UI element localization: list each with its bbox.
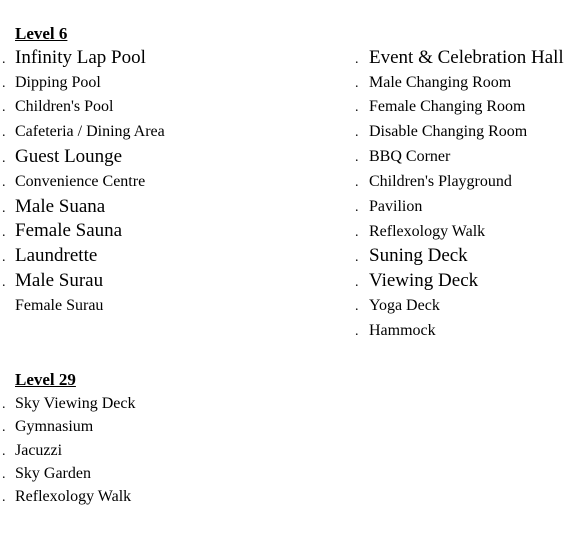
list-item-label: Guest Lounge — [15, 146, 123, 167]
bullet: . — [355, 324, 359, 339]
bullet: . — [355, 200, 359, 215]
bullet: . — [2, 100, 6, 115]
bullet: . — [355, 52, 359, 67]
list-item-label: Gymnasium — [15, 418, 94, 435]
list-item-label: Event & Celebration Hall — [369, 47, 564, 68]
bullet: . — [355, 250, 359, 265]
list-item-label: Children's Pool — [15, 98, 114, 115]
bullet: . — [355, 100, 359, 115]
list-item-label: Dipping Pool — [15, 74, 101, 91]
bullet: . — [355, 175, 359, 190]
bullet: . — [355, 76, 359, 91]
list-item-label: Infinity Lap Pool — [15, 47, 146, 68]
list-item-label: Children's Playground — [369, 173, 512, 190]
bullet: . — [2, 275, 6, 290]
bullet: . — [2, 76, 6, 91]
list-item-label: Jacuzzi — [15, 442, 63, 459]
bullet: . — [2, 444, 6, 459]
list-item-label: Hammock — [369, 322, 436, 339]
bullet: . — [2, 420, 6, 435]
bullet: . — [2, 151, 6, 166]
bullet: . — [2, 52, 6, 67]
list-item-label: Suning Deck — [369, 245, 468, 266]
level-6-heading: Level 6 — [15, 24, 68, 43]
level-29-heading: Level 29 — [15, 370, 76, 389]
bullet: . — [355, 125, 359, 140]
list-item-label: BBQ Corner — [369, 148, 451, 165]
bullet: . — [355, 275, 359, 290]
list-item-label: Reflexology Walk — [15, 488, 132, 505]
bullet: . — [2, 397, 6, 412]
bullet: . — [2, 175, 6, 190]
bullet: . — [2, 250, 6, 265]
list-item-label: Female Surau — [15, 297, 104, 314]
bullet: . — [2, 201, 6, 216]
bullet: . — [355, 150, 359, 165]
list-item-label: Disable Changing Room — [369, 123, 528, 140]
list-item-label: Female Changing Room — [369, 98, 526, 115]
bullet: . — [2, 125, 6, 140]
list-item-label: Pavilion — [369, 198, 423, 215]
list-item-label: Viewing Deck — [369, 270, 479, 291]
list-item-label: Sky Viewing Deck — [15, 395, 136, 412]
bullet: . — [2, 225, 6, 240]
list-item-label: Male Changing Room — [369, 74, 512, 91]
list-item-label: Cafeteria / Dining Area — [15, 123, 165, 140]
list-item-label: Male Surau — [15, 270, 104, 291]
list-item-label: Laundrette — [15, 245, 98, 266]
bullet: . — [355, 225, 359, 240]
bullet: . — [2, 490, 6, 505]
bullet: . — [2, 467, 6, 482]
list-item-label: Yoga Deck — [369, 297, 440, 314]
list-item-label: Reflexology Walk — [369, 223, 486, 240]
list-item-label: Convenience Centre — [15, 173, 146, 190]
list-item-label: Sky Garden — [15, 465, 91, 482]
bullet: . — [355, 299, 359, 314]
list-item-label: Male Suana — [15, 196, 106, 217]
list-item-label: Female Sauna — [15, 220, 123, 241]
